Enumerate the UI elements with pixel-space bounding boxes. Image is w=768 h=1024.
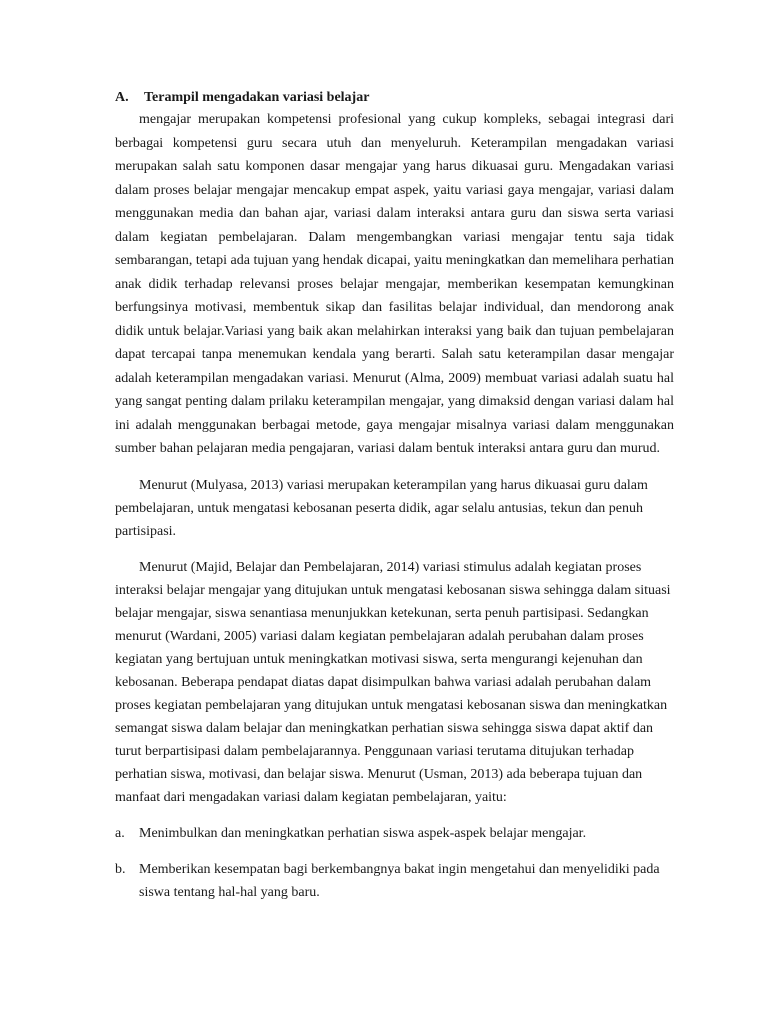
list-item: [115, 858, 674, 904]
paragraph-1: mengajar merupakan kompetensi profesional yang cukup kompleks, sebagai integrasi dari berbagai kompetensi guru secara utuh dan menyeluruh. Keterampilan mengadakan variasi merupakan salah satu komponen dasar mengajar yang harus dikuasai guru. Mengadakan variasi dalam proses belajar mengajar mencakup empat aspek, yaitu variasi gaya mengajar, variasi dalam menggunakan media dan bahan ajar, variasi dalam interaksi antara guru dan siswa serta variasi dalam kegiatan pembelajaran. Dalam mengembangkan variasi mengajar tentu saja tidak sembarangan, tetapi ada tujuan yang hendak dicapai, yaitu meningkatkan dan memelihara perhatian anak didik terhadap relevansi proses belajar mengajar, memberikan kesempatan kemungkinan berfungsinya motivasi, membentuk sikap dan fasilitas belajar individual, dan mendorong anak didik untuk belajar.Variasi yang baik akan melahirkan interaksi yang baik dan tujuan pembelajaran dapat tercapai tanpa menemukan kendala yang berarti. Salah satu keterampilan dasar mengajar adalah keterampilan mengadakan variasi. Menurut (Alma, 2009) membuat variasi adalah suatu hal yang sangat penting dalam prilaku keterampilan mengajar, yang dimaksid dengan variasi dalam hal ini adalah menggunakan berbagai metode, gaya mengajar misalnya variasi dalam menggunakan sumber bahan pelajaran media pengajaran, variasi dalam bentuk interaksi antara guru dan murud.: [115, 112, 674, 456]
paragraph-2: Menurut (Mulyasa, 2013) variasi merupakan keterampilan yang harus dikuasai guru dalam pembelajaran, untuk mengatasi kebosanan peserta didik, agar selalu antusias, tekun dan penuh partisipasi.: [115, 477, 648, 539]
list-marker: b.: [115, 861, 126, 877]
list-text: Menimbulkan dan meningkatkan perhatian siswa aspek-aspek belajar mengajar.: [139, 825, 587, 841]
section-heading: [115, 88, 674, 108]
paragraph-3: Menurut (Majid, Belajar dan Pembelajaran, 2014) variasi stimulus adalah kegiatan proses interaksi belajar mengajar yang ditujukan untuk mengatasi kebosanan siswa sehingga dalam situasi belajar mengajar, siswa senantiasa menunjukkan ketekunan, serta penuh partisipasi. Sedangkan menurut (Wardani, 2005) variasi dalam kegiatan pembelajaran adalah perubahan dalam proses kegiatan yang bertujuan untuk meningkatkan motivasi siswa, serta mengurangi kejenuhan dan kebosanan. Beberapa pendapat diatas dapat disimpulkan bahwa variasi adalah perubahan dalam proses kegiatan pembelajaran yang ditujukan untuk mengatasi kebosanan siswa dan meningkatkan semangat siswa dalam belajar dan meningkatkan perhatian siswa sehingga siswa dapat aktif dan turut berpartisipasi dalam pembelajarannya. Penggunaan variasi terutama ditujukan terhadap perhatian siswa, motivasi, dan belajar siswa. Menurut (Usman, 2013) ada beberapa tujuan dan manfaat dari mengadakan variasi dalam kegiatan pembelajaran, yaitu:: [115, 559, 671, 805]
list-item: [115, 822, 674, 845]
section-number: A.: [115, 90, 129, 105]
list-marker: a.: [115, 825, 125, 841]
list-text: Memberikan kesempatan bagi berkembangnya bakat ingin mengetahui dan menyelidiki pada siswa tentang hal-hal yang baru.: [139, 861, 660, 900]
section-title: Terampil mengadakan variasi belajar: [144, 90, 370, 105]
objectives-list: [115, 822, 674, 904]
